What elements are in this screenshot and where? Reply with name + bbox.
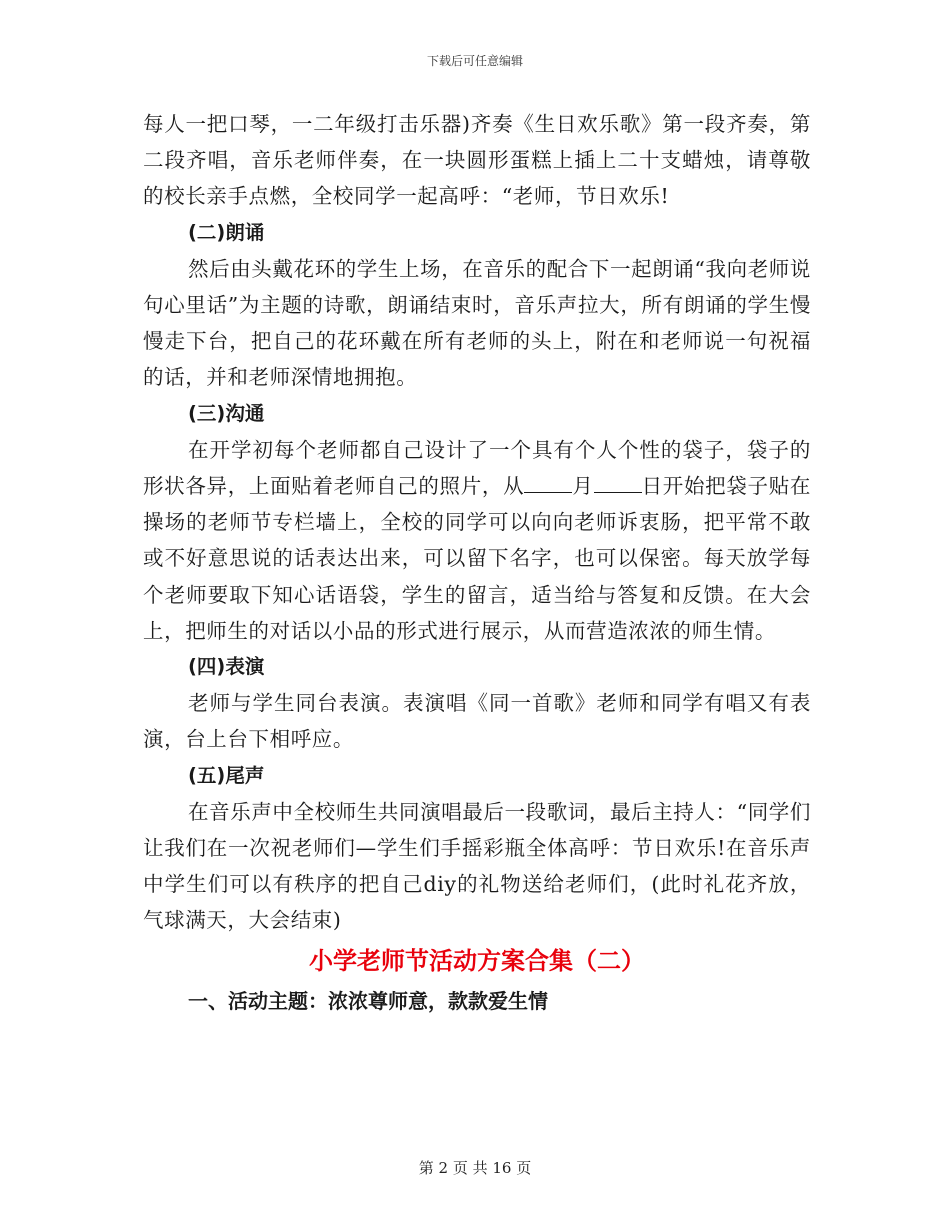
heading-recitation: (二)朗诵 [188, 220, 265, 244]
activity-theme-heading: 一、活动主题：浓浓尊师意，款款爱生情 [188, 988, 548, 1013]
heading-communication: (三)沟通 [188, 401, 265, 425]
heading-performance: (四)表演 [188, 655, 265, 679]
paragraph-performance: 老师与学生同台表演。表演唱《同一首歌》老师和同学有唱又有表演，台上台下相呼应。 [143, 691, 811, 752]
blank-day [594, 474, 642, 493]
paragraph-communication-part3: 日开始把袋子贴在操场的老师节专栏墙上，全校的同学可以向向老师诉衷肠，把平常不敢或不好意思说的话表达出来，可以留下名字，也可以保密。每天放学每个老师要取下知心话语袋，学生的留言，适当给与答复和反馈。在大会上，把师生的对话以小品的形式进行展示，从而营造浓浓的师生情。 [143, 474, 811, 643]
paragraph-communication-part1: 在开学初每个老师都自己设计了一个具有个人个性的袋子，袋子的形状各异，上面贴着老师自己的照片，从 [143, 437, 811, 499]
document-body [143, 106, 811, 1021]
paragraph-ending: 在音乐声中全校师生共同演唱最后一段歌词，最后主持人：“同学们让我们在一次祝老师们—学生们手摇彩瓶全体高呼：节日欢乐!在音乐声中学生们可以有秩序的把自己diy的礼物送给老师们，(此时礼花齐放，气球满天，大会结束) [143, 799, 811, 933]
page-footer-number: 第 2 页 共 16 页 [418, 1159, 532, 1177]
paragraph-recitation: 然后由头戴花环的学生上场，在音乐的配合下一起朗诵“我向老师说句心里话”为主题的诗歌，朗诵结束时，音乐声拉大，所有朗诵的学生慢慢走下台，把自己的花环戴在所有老师的头上，附在和老师说一句祝福的话，并和老师深情地拥抱。 [143, 256, 811, 390]
paragraph-instrument-performance: 每人一把口琴，一二年级打击乐器)齐奏《生日欢乐歌》第一段齐奏，第二段齐唱，音乐老师伴奏，在一块圆形蛋糕上插上二十支蜡烛，请尊敬的校长亲手点燃，全校同学一起高呼：“老师，节日欢乐! [143, 112, 811, 209]
page-header-note: 下载后可任意编辑 [426, 54, 523, 68]
heading-ending: (五)尾声 [188, 763, 265, 787]
blank-month [524, 474, 572, 493]
paragraph-communication-part2: 月 [572, 474, 594, 499]
paragraph-communication [143, 432, 811, 649]
section-title: 小学老师节活动方案合集（二） [309, 946, 645, 975]
